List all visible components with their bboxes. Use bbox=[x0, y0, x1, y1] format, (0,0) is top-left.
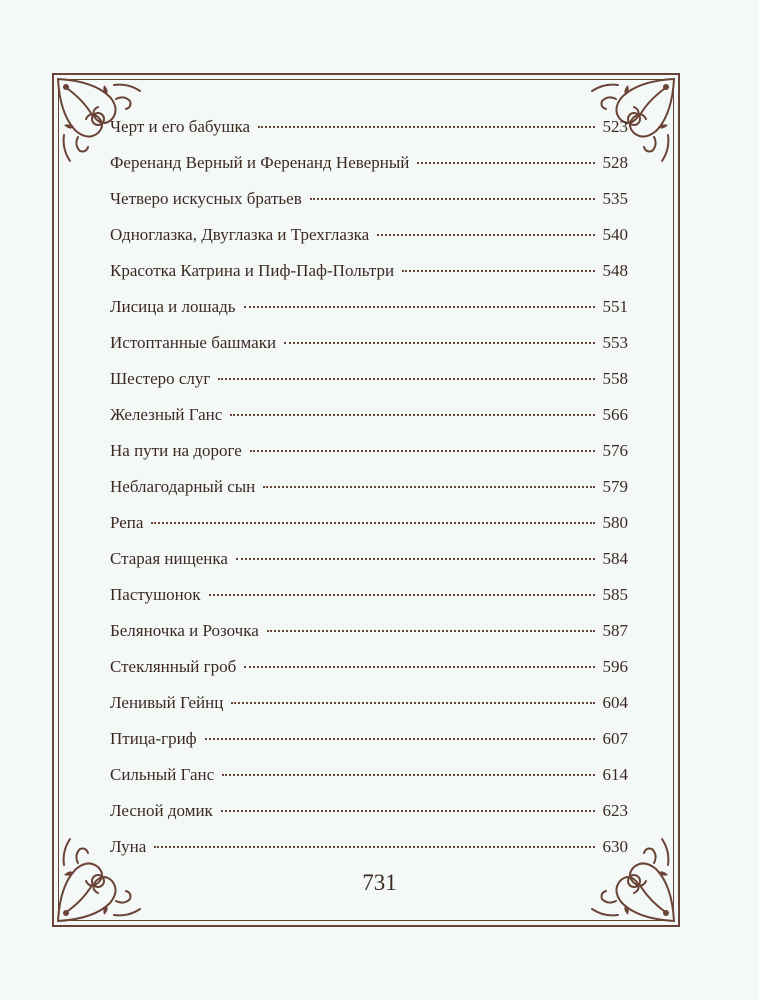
toc-entry-page: 604 bbox=[602, 693, 628, 712]
toc-entry bbox=[110, 801, 628, 837]
toc-entry-title: Одноглазка, Двуглазка и Трехглазка bbox=[110, 225, 370, 244]
toc-entry bbox=[110, 441, 628, 477]
toc-entry-title: Шестеро слуг bbox=[110, 369, 211, 388]
toc-entry-page: 528 bbox=[602, 153, 628, 172]
toc-entry bbox=[110, 513, 628, 549]
toc-entry bbox=[110, 765, 628, 801]
toc-entry-title: Лисица и лошадь bbox=[110, 297, 236, 316]
toc-entry bbox=[110, 477, 628, 513]
toc-entry-title: Железный Ганс bbox=[110, 405, 223, 424]
toc-entry bbox=[110, 549, 628, 585]
toc-entry bbox=[110, 369, 628, 405]
toc-entry-title: Ленивый Гейнц bbox=[110, 693, 224, 712]
toc-entry-title: Пастушонок bbox=[110, 585, 201, 604]
dot-leader bbox=[209, 594, 595, 596]
dot-leader bbox=[310, 198, 595, 200]
toc-entry-page: 584 bbox=[602, 549, 628, 568]
toc-entry bbox=[110, 585, 628, 621]
dot-leader bbox=[218, 378, 594, 380]
toc-entry-title: Красотка Катрина и Пиф-Паф-Польтри bbox=[110, 261, 395, 280]
toc-entry-title: Сильный Ганс bbox=[110, 765, 215, 784]
dot-leader bbox=[250, 450, 595, 452]
dot-leader bbox=[244, 666, 594, 668]
toc-entry-page: 566 bbox=[602, 405, 628, 424]
toc-entry-title: Черт и его бабушка bbox=[110, 117, 251, 136]
toc-entry-page: 585 bbox=[602, 585, 628, 604]
toc-entry bbox=[110, 189, 628, 225]
toc-entry-title: Птица-гриф bbox=[110, 729, 197, 748]
dot-leader bbox=[377, 234, 594, 236]
toc-entry-title: Репа bbox=[110, 513, 144, 532]
toc-entry bbox=[110, 117, 628, 153]
toc-entry-title: Беляночка и Розочка bbox=[110, 621, 259, 640]
toc-entry-title: На пути на дороге bbox=[110, 441, 242, 460]
toc-entry-page: 580 bbox=[602, 513, 628, 532]
toc-entry-page: 607 bbox=[602, 729, 628, 748]
toc-entry-title: Неблагодарный сын bbox=[110, 477, 256, 496]
toc-entry-page: 523 bbox=[602, 117, 628, 136]
dot-leader bbox=[154, 846, 594, 848]
toc-entry bbox=[110, 693, 628, 729]
toc-entry bbox=[110, 405, 628, 441]
toc-entry-title: Лесной домик bbox=[110, 801, 213, 820]
toc-entry-page: 596 bbox=[602, 657, 628, 676]
toc-entry-page: 558 bbox=[602, 369, 628, 388]
dot-leader bbox=[222, 774, 594, 776]
toc-entry-page: 576 bbox=[602, 441, 628, 460]
dot-leader bbox=[263, 486, 594, 488]
toc-entry-title: Луна bbox=[110, 837, 147, 856]
dot-leader bbox=[151, 522, 594, 524]
table-of-contents bbox=[110, 117, 628, 873]
toc-entry-title: Истоптанные башмаки bbox=[110, 333, 277, 352]
toc-entry bbox=[110, 297, 628, 333]
dot-leader bbox=[236, 558, 595, 560]
dot-leader bbox=[267, 630, 595, 632]
toc-entry-page: 540 bbox=[602, 225, 628, 244]
dot-leader bbox=[230, 414, 594, 416]
dot-leader bbox=[231, 702, 594, 704]
toc-entry-title: Старая нищенка bbox=[110, 549, 228, 568]
dot-leader bbox=[244, 306, 595, 308]
toc-entry-page: 553 bbox=[602, 333, 628, 352]
toc-entry-title: Стеклянный гроб bbox=[110, 657, 237, 676]
dot-leader bbox=[258, 126, 594, 128]
toc-entry-page: 614 bbox=[602, 765, 628, 784]
dot-leader bbox=[417, 162, 594, 164]
toc-entry-page: 587 bbox=[602, 621, 628, 640]
toc-entry bbox=[110, 225, 628, 261]
toc-entry-page: 535 bbox=[602, 189, 628, 208]
dot-leader bbox=[221, 810, 595, 812]
toc-entry-page: 579 bbox=[602, 477, 628, 496]
toc-entry bbox=[110, 621, 628, 657]
toc-entry-page: 551 bbox=[602, 297, 628, 316]
dot-leader bbox=[284, 342, 594, 344]
toc-entry-title: Ференанд Верный и Ференанд Неверный bbox=[110, 153, 410, 172]
toc-entry-page: 630 bbox=[602, 837, 628, 856]
dot-leader bbox=[205, 738, 595, 740]
toc-entry-page: 623 bbox=[602, 801, 628, 820]
toc-entry bbox=[110, 333, 628, 369]
toc-entry bbox=[110, 837, 628, 873]
toc-entry-title: Четверо искусных братьев bbox=[110, 189, 302, 208]
toc-entry bbox=[110, 261, 628, 297]
toc-entry bbox=[110, 729, 628, 765]
dot-leader bbox=[402, 270, 594, 272]
toc-entry bbox=[110, 657, 628, 693]
page-number: 731 bbox=[362, 870, 397, 895]
toc-entry bbox=[110, 153, 628, 189]
toc-entry-page: 548 bbox=[602, 261, 628, 280]
